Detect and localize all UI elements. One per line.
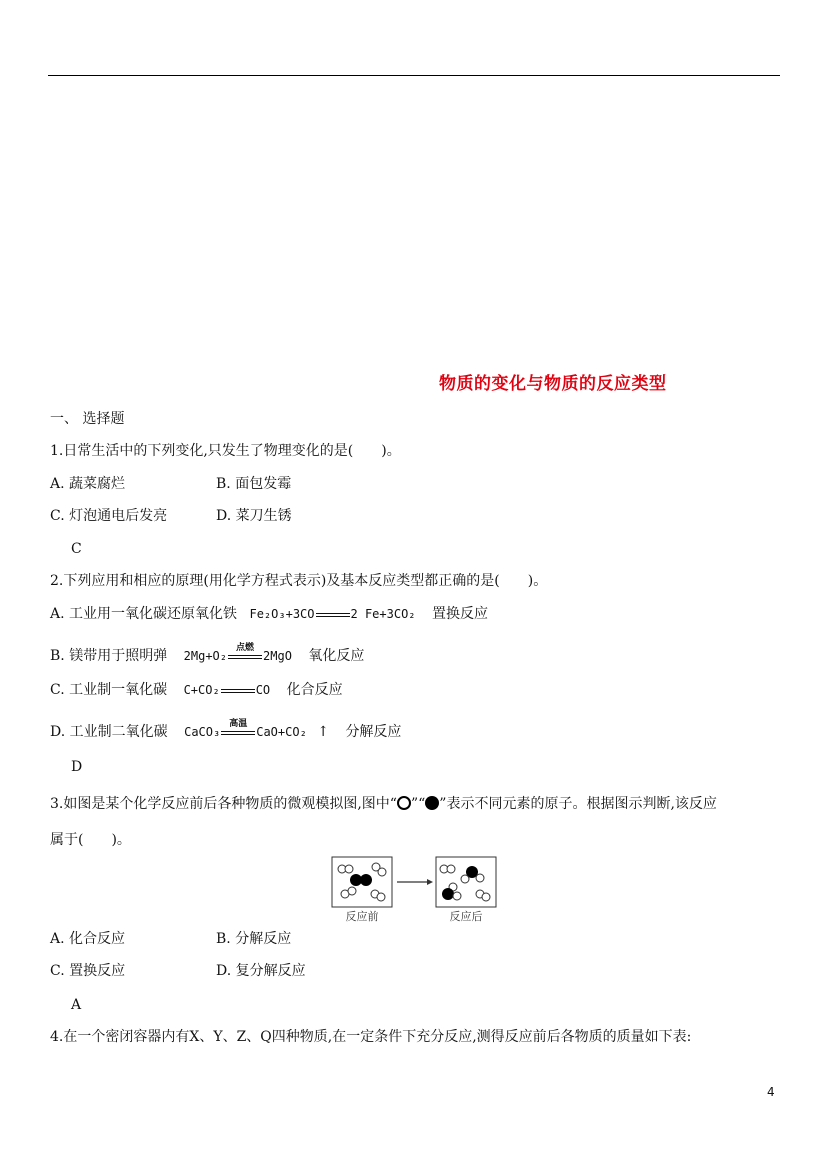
option-b-equation-right: 2MgO bbox=[263, 649, 292, 663]
page-title: 物质的变化与物质的反应类型 bbox=[439, 374, 667, 394]
label-after: 反应后 bbox=[449, 910, 483, 923]
white-atom bbox=[476, 874, 484, 882]
question-1-option-d: D. 菜刀生锈 bbox=[216, 508, 292, 524]
stem-part-1: 3.如图是某个化学反应前后各种物质的微观模拟图,图中“ bbox=[50, 796, 397, 812]
question-1-option-b: B. 面包发霉 bbox=[216, 476, 292, 492]
question-1-option-c: C. 灯泡通电后发亮 bbox=[50, 508, 168, 524]
white-atom bbox=[447, 865, 455, 873]
option-b-text: B. 镁带用于照明弹 bbox=[50, 648, 168, 664]
question-2-answer: D bbox=[71, 759, 83, 775]
white-atom bbox=[345, 865, 353, 873]
black-atom-icon bbox=[425, 796, 439, 810]
option-d-equation-left: CaCO₃ bbox=[184, 725, 221, 739]
option-c-equation-right: CO bbox=[255, 683, 271, 697]
equals-sign bbox=[221, 683, 255, 697]
option-a-text: A. 工业用一氧化碳还原氧化铁 bbox=[50, 606, 238, 622]
question-2-stem: 2.下列应用和相应的原理(用化学方程式表示)及基本反应类型都正确的是( )。 bbox=[50, 573, 548, 589]
question-3-option-b: B. 分解反应 bbox=[216, 931, 292, 947]
white-atom bbox=[348, 887, 356, 895]
option-d-reaction-type: 分解反应 bbox=[345, 724, 402, 740]
option-c-reaction-type: 化合反应 bbox=[286, 682, 343, 698]
header-rule bbox=[48, 75, 780, 76]
black-atom bbox=[360, 874, 372, 886]
white-atom bbox=[377, 893, 385, 901]
question-1-answer: C bbox=[71, 541, 82, 557]
question-3-answer: A bbox=[71, 997, 82, 1013]
equals-sign bbox=[316, 607, 350, 621]
option-b-reaction-type: 氧化反应 bbox=[308, 648, 365, 664]
option-b-equation-left: 2Mg+O₂ bbox=[183, 649, 228, 663]
question-2-option-d bbox=[50, 719, 402, 741]
section-heading: 一、 选择题 bbox=[50, 411, 125, 427]
black-atom bbox=[442, 888, 454, 900]
question-1-stem: 1.日常生活中的下列变化,只发生了物理变化的是( )。 bbox=[50, 443, 401, 459]
question-3-option-d: D. 复分解反应 bbox=[216, 963, 306, 979]
white-atom bbox=[461, 875, 469, 883]
equals-sign-with-condition: 高温 bbox=[221, 725, 255, 739]
option-c-text: C. 工业制一氧化碳 bbox=[50, 682, 168, 698]
reaction-diagram-svg bbox=[331, 856, 501, 926]
question-3-option-a: A. 化合反应 bbox=[50, 931, 126, 947]
option-a-equation-right: 2 Fe+3CO₂ bbox=[350, 607, 416, 621]
option-d-text: D. 工业制二氧化碳 bbox=[50, 724, 168, 740]
question-2-option-c bbox=[50, 681, 343, 699]
option-c-equation-left: C+CO₂ bbox=[183, 683, 220, 697]
question-4-stem: 4.在一个密闭容器内有X、Y、Z、Q四种物质,在一定条件下充分反应,测得反应前后各物质的质量如下表: bbox=[50, 1029, 692, 1045]
white-atom bbox=[482, 893, 490, 901]
question-3-option-c: C. 置换反应 bbox=[50, 963, 126, 979]
equals-sign-with-condition: 点燃 bbox=[228, 649, 262, 663]
stem-part-2: ”“ bbox=[410, 796, 426, 812]
gas-arrow: ↑ bbox=[317, 724, 329, 740]
question-3-stem bbox=[50, 795, 717, 813]
option-a-reaction-type: 置换反应 bbox=[431, 606, 488, 622]
question-2-option-b bbox=[50, 643, 365, 665]
white-atom bbox=[453, 892, 461, 900]
option-a-equation-left: Fe₂O₃+3CO bbox=[249, 607, 315, 621]
page-number: 4 bbox=[767, 1085, 775, 1099]
label-before: 反应前 bbox=[345, 910, 379, 923]
question-1-option-a: A. 蔬菜腐烂 bbox=[50, 476, 126, 492]
question-2-option-a bbox=[50, 605, 488, 623]
white-atom bbox=[378, 868, 386, 876]
reaction-arrowhead bbox=[427, 879, 433, 885]
white-atom-icon bbox=[397, 796, 411, 810]
stem-part-3: ”表示不同元素的原子。根据图示判断,该反应 bbox=[439, 796, 717, 812]
question-3-stem-line2: 属于( )。 bbox=[50, 832, 131, 848]
option-d-equation-right: CaO+CO₂ bbox=[256, 725, 307, 739]
reaction-micro-diagram bbox=[331, 856, 501, 930]
